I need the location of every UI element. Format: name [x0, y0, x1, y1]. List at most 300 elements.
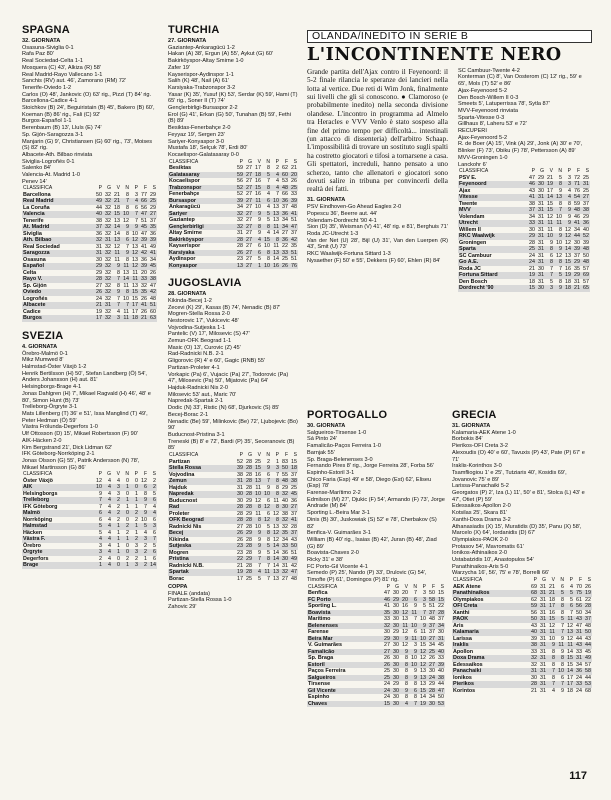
team-name: MVV [458, 207, 527, 214]
stat-cell: 37 [291, 230, 297, 237]
stat-cell: 10 [420, 616, 426, 623]
team-name: Saragozza [22, 250, 94, 257]
stat-cell: 33 [576, 681, 582, 688]
classifica-label: CLASSIFICA [459, 168, 489, 175]
stat-cell: 7 [121, 302, 130, 309]
stat-cell: 2 [276, 165, 279, 172]
stat-cell: 35 [291, 243, 297, 250]
stat-cell: 15 [420, 642, 426, 649]
stat-cell: 70 [576, 583, 582, 590]
stat-cell: 59 [531, 603, 537, 610]
stat-cell: 12 [567, 635, 573, 642]
stat-cell: 10 [547, 233, 553, 240]
stat-cell: 51 [141, 217, 147, 224]
stat-cell: 59 [237, 171, 243, 178]
team-name: Ionikos [453, 674, 472, 681]
stat-cell: 15 [529, 285, 535, 292]
stat-cell: 4 [108, 490, 111, 497]
stat-cell: 29 [96, 263, 102, 270]
stat-cell: 4 [148, 510, 157, 517]
stat-cell: 44 [438, 681, 444, 688]
stat-cell: 5 [267, 217, 270, 224]
stat-cell: 11 [400, 623, 409, 630]
stat-cell: 8 [405, 655, 408, 662]
stat-cell: 11 [255, 484, 261, 491]
stat-cell: 28 [585, 603, 591, 610]
stat-cell: 13 [273, 204, 279, 211]
stat-cell: 33 [438, 655, 444, 662]
team-name: AIK [22, 484, 94, 491]
team-name: RKC Waalwijk [458, 233, 527, 240]
stat-cell: 8 [559, 278, 562, 285]
stat-cell: 4 [108, 516, 111, 523]
stat-cell: 46 [574, 213, 580, 220]
stat-cell: 29 [150, 204, 156, 211]
stat-cell: 50 [438, 694, 444, 701]
stat-cell: 13 [132, 282, 138, 289]
stat-cell: 9 [563, 220, 572, 227]
stat-cell: 30 [531, 674, 537, 681]
stat-cell: 5 [153, 542, 156, 549]
stat-cell: 14 [150, 562, 156, 569]
stat-cell: 8 [271, 517, 280, 524]
stat-cell: 6 [409, 597, 418, 604]
stat-cell: 29 [583, 213, 589, 220]
column-header: P [275, 452, 279, 459]
stat-cell: 32 [282, 491, 288, 498]
stat-cell: 30 [574, 239, 580, 246]
stat-cell: 21 [531, 687, 537, 694]
stat-cell: 36 [291, 497, 297, 504]
column-header: F [284, 158, 288, 165]
stat-cell: 6 [135, 204, 138, 211]
stat-cell: 36 [282, 197, 288, 204]
team-name: Bursaspor [168, 198, 235, 205]
stat-cell: 2 [117, 516, 120, 523]
stat-cell: 31 [538, 213, 544, 220]
stat-cell: 3 [423, 590, 426, 597]
stat-cell: 15 [264, 236, 270, 243]
stat-cell: 5 [556, 590, 565, 597]
column-header: N [560, 577, 564, 584]
stat-cell: 31 [282, 562, 288, 569]
stat-cell: 12 [556, 252, 562, 259]
stat-cell: 35 [150, 224, 156, 231]
stat-cell: 10 [556, 213, 562, 220]
stat-cell: 4 [103, 562, 112, 569]
stat-cell: 32 [237, 217, 243, 224]
stat-cell: 12 [565, 239, 571, 246]
column-grecia [452, 407, 592, 696]
olanda-results-right: SC Cambuur-Twente 4-2 Konterman (C) 8', Van Oosterom (C) 12' rig., 59' e 65', Mols (T) 52' e 86' Ajax-Feyenoord 5-2 Den Bosch-Willem II 0-3 Smeets 5', Latuperrissa 78', Sytla 87' MVV-Feyenoord rinviata Sparta-Vitesse 0-3 Gillhaus 8', Laheru 53' e 72' RECUPERI Ajax-Feyenoord 5-2 R. de Boer (A) 15', Vink (A) 29', Jonk (A) 30' e 70', Blinker (F) 73', Obiku (F) 78', Pettersson (A) 89' MVV-Groningen 1-0 Lanckohr 6' [458, 67, 583, 168]
stat-cell: 43 [576, 616, 582, 623]
column-header: F [143, 185, 147, 192]
stat-cell: 15 [438, 590, 444, 597]
column-header: P [239, 158, 243, 165]
stat-cell: 31 [237, 478, 243, 485]
stat-cell: 44 [585, 642, 591, 649]
stat-cell: 7 [99, 503, 102, 510]
stat-cell: 51 [150, 302, 156, 309]
team-name: Ajax [459, 187, 471, 194]
stat-cell: 8 [253, 517, 262, 524]
stat-cell: 30 [393, 635, 399, 642]
stat-cell: 33 [282, 249, 288, 256]
column-header: P [275, 158, 279, 165]
stat-cell: 27 [246, 178, 252, 185]
stat-cell: 22 [237, 556, 243, 563]
stat-cell: 49 [150, 243, 156, 250]
stat-cell: 31 [538, 233, 544, 240]
stat-cell: 5 [99, 529, 102, 536]
stat-cell: 3 [117, 490, 120, 497]
stat-cell: 10 [273, 197, 279, 204]
stat-cell: 18 [565, 285, 571, 292]
stat-cell: 30 [282, 504, 288, 511]
team-name: Trabzonspor [168, 185, 235, 192]
stat-cell: 12 [549, 622, 555, 629]
stat-cell: 20 [291, 171, 297, 178]
team-name: Cadice [23, 308, 41, 315]
stat-cell: 8 [414, 681, 417, 688]
stat-cell: 9 [414, 668, 417, 675]
stat-cell: 6 [153, 555, 156, 562]
stat-cell: 8 [271, 491, 280, 498]
team-name: Radnicki N.B. [169, 562, 204, 569]
stat-cell: 28 [246, 491, 252, 498]
stat-cell: 11 [556, 642, 565, 649]
team-name: Sariyer [168, 211, 235, 218]
portogallo-results: Salgueiros-Tirsense 1-0 Sá Pinto 24' Famalicão-Paços Ferreira 1-0 Barnjak 55' Sp. Braga-Belenenses 3-0 Fernando Pires 8' rig., Jorge Ferreira 28', Forba 56' Espinho-Estoril 3-1 Chico Faria (Esp) 49' e 58', Diego (Est) 62', Eliseu (Esp) 78' Farense-Marítimo 2-2 Edmilson (M) 27', Djukic (F) 54', Armando (F) 73', Jorge Andrade (M) 84' Sporting L.-Beira Mar 3-1 Dinis (B) 30', Juskowiak (S) 52' e 78', Cherbakov (S) 82' Benfica-V. Guimarães 3-1 William (B) 40' rig., Isaias (B) 42', Juran (B) 48', Ziad (G) 89' Boavista-Chaves 2-0 Ricky 31' e 38' FC Porto-Gil Vicente 4-1 Semedo (P) 25', Nando (P) 33', Drulovic (G) 54', Timofte (P) 61', Domingos (P) 81' rig. [307, 429, 445, 584]
stat-cell: 7 [545, 272, 554, 279]
turchia-title: TURCHIA [168, 24, 220, 36]
stat-cell: 34 [429, 694, 435, 701]
stat-cell: 4 [108, 529, 111, 536]
stat-cell: 11 [547, 629, 556, 636]
stat-cell: 11 [123, 282, 129, 289]
stat-cell: 24 [384, 681, 390, 688]
stat-cell: 10 [264, 243, 270, 250]
stat-cell: 47 [141, 211, 147, 218]
team-name: At. Madrid [22, 224, 94, 231]
svezia-title: SVEZIA [22, 329, 64, 342]
stat-cell: 18 [114, 204, 120, 211]
stat-cell: 20 [402, 590, 408, 597]
stat-cell: 6 [267, 471, 270, 478]
stat-cell: 37 [574, 252, 580, 259]
stat-cell: 34 [150, 256, 156, 263]
stat-cell: 1 [130, 523, 139, 530]
stat-cell: 8 [262, 530, 271, 537]
team-name: Degerfors [23, 555, 49, 562]
stat-cell: 8 [405, 694, 408, 701]
stat-cell: 32 [105, 315, 111, 322]
team-name: Twente [459, 200, 478, 207]
stat-cell: 36 [150, 230, 156, 237]
stat-cell: 7 [570, 609, 573, 616]
stat-cell: 8 [126, 204, 129, 211]
stat-cell: 9 [561, 687, 564, 694]
team-name: Xanthi [453, 609, 470, 616]
stat-cell: 4 [153, 503, 156, 510]
stat-cell: 45 [438, 642, 444, 649]
team-name: Kalamaria [452, 629, 529, 636]
stat-cell: 31 [538, 259, 544, 266]
stat-cell: 8 [262, 556, 271, 563]
stat-cell: 27 [246, 236, 252, 243]
stat-cell: 7 [554, 207, 563, 214]
team-name: Halmstad [22, 523, 94, 530]
stat-cell: 2 [121, 523, 130, 530]
stat-cell: 16 [255, 191, 261, 198]
stat-cell: 4 [267, 191, 270, 198]
stat-cell: 83 [282, 458, 288, 465]
stat-cell: 8 [117, 269, 120, 276]
stat-cell: 31 [540, 603, 546, 610]
stat-cell: 7 [267, 178, 270, 185]
stat-cell: 27 [246, 223, 252, 230]
team-name: Roda JC [459, 265, 481, 272]
olanda-article-text: Grande partita dell'Ajax contro il Feyenoord: il 5-2 finale rilancia le speranze dei lancieri nella lotta al vertice. Due reti di Wim Jonk, finalmente sui livelli che gli si conoscono. ● Clamoroso (e probabilmente inedito) nella seconda divisione olandese. L'incontro in programma ad Almelo tra Heracles e VVV Venlo è stato sospeso alla fine del primo tempo per difficoltà... intestinali (un attacco di dissenteria) dell'arbitro Schaap. L'impossibilità di trovare un sostituto sugli spalti ha costretto giocatori e tifosi a tornarsene a casa. Gli spettatori, increduli, hanno pensato a uno scherzo, tanto che allenatori e giocatori sono dovuti salire in tribuna per convincerli della realtà dei fatti. [307, 67, 448, 194]
stat-cell: 1 [121, 562, 130, 569]
team-name: Brage [22, 562, 94, 569]
stat-cell: 8 [559, 226, 562, 233]
column-header: G [248, 158, 252, 165]
stat-cell: 12 [402, 629, 408, 636]
column-header: G [395, 583, 399, 590]
column-header: F [143, 471, 147, 478]
stat-cell: 26 [585, 583, 591, 590]
stat-cell: 12 [96, 477, 102, 484]
stat-cell: 32 [105, 198, 111, 205]
column-header: P [98, 185, 102, 192]
column-portogallo [307, 407, 445, 709]
stat-cell: 11 [262, 569, 271, 576]
stat-cell: 28 [246, 478, 252, 485]
stat-cell: 31 [540, 661, 546, 668]
team-name: Malmö [22, 510, 94, 517]
stat-cell: 34 [282, 536, 288, 543]
stat-cell: 29 [246, 510, 252, 517]
stat-cell: 8 [400, 662, 409, 669]
stat-cell: 50 [96, 191, 102, 198]
stat-cell: 6 [409, 688, 418, 695]
stat-cell: 10 [123, 295, 129, 302]
stat-cell: 37 [282, 204, 288, 211]
stat-cell: 28 [246, 471, 252, 478]
stat-cell: 35 [282, 530, 288, 537]
stat-cell: 8 [552, 661, 555, 668]
stat-cell: 15 [255, 184, 261, 191]
team-name: Fortuna Sittard [458, 272, 527, 279]
stat-cell: 6 [565, 603, 574, 610]
stat-cell: 10 [549, 635, 555, 642]
stat-cell: 27 [246, 165, 252, 172]
page-number: 117 [569, 770, 587, 782]
column-header: P [533, 577, 537, 584]
stat-cell: 29 [246, 556, 252, 563]
team-name: Real Madrid [22, 198, 94, 205]
team-name: Pristina [168, 556, 235, 563]
stat-cell: 28 [291, 523, 297, 530]
stat-cell: 17 [132, 302, 138, 309]
stat-cell: 26 [150, 269, 156, 276]
stat-cell: 12 [264, 504, 270, 511]
stat-cell: 49 [96, 198, 102, 205]
stat-cell: 9 [563, 207, 572, 214]
stat-cell: 31 [576, 629, 582, 636]
stat-cell: 58 [429, 596, 435, 603]
stat-cell: 37 [429, 629, 435, 636]
stat-cell: 30 [237, 497, 243, 504]
stat-cell: 34 [282, 217, 288, 224]
stat-cell: 3 [94, 549, 103, 556]
stat-cell: 10 [123, 211, 129, 218]
stat-cell: 27 [246, 262, 252, 269]
stat-cell: 10 [558, 668, 564, 675]
stat-cell: 30 [393, 616, 399, 623]
stat-cell: 11 [112, 250, 121, 257]
stat-cell: 19 [420, 700, 426, 707]
stat-cell: 29 [384, 635, 390, 642]
stat-cell: 7 [276, 191, 279, 198]
stat-cell: 31 [538, 220, 544, 227]
stat-cell: 33 [529, 220, 535, 227]
stat-cell: 9 [258, 549, 261, 556]
stat-cell: 0 [126, 516, 129, 523]
team-name: Boavista [307, 610, 382, 617]
stat-cell: 0 [112, 562, 121, 569]
stat-cell: 38 [529, 200, 535, 207]
stat-cell: 2 [267, 458, 270, 465]
stat-cell: 26 [384, 655, 390, 662]
stat-cell: 31 [538, 239, 544, 246]
stat-cell: 30 [438, 629, 444, 636]
stat-cell: 48 [585, 622, 591, 629]
stat-cell: 39 [574, 246, 580, 253]
stat-cell: 34 [585, 609, 591, 616]
stat-cell: 39 [237, 465, 243, 472]
stat-cell: 1 [112, 523, 121, 530]
stat-cell: 48 [574, 207, 580, 214]
stat-cell: 29 [282, 484, 288, 491]
stat-cell: 34 [576, 661, 582, 668]
stat-cell: 30 [393, 590, 399, 597]
stat-cell: 8 [267, 165, 270, 172]
team-name: AEK Atene [453, 583, 481, 590]
stat-cell: 11 [554, 220, 563, 227]
stat-cell: 27 [246, 210, 252, 217]
stat-cell: 31 [538, 272, 544, 279]
stat-cell: 8 [262, 250, 271, 257]
team-name: Barcellona [23, 191, 51, 198]
stat-cell: 60 [282, 171, 288, 178]
team-name: Västra F. [22, 536, 94, 543]
stat-cell: 9 [554, 246, 563, 253]
stat-cell: 33 [384, 616, 390, 623]
stat-cell: 32 [141, 282, 147, 289]
stat-cell: 28 [237, 517, 243, 524]
stat-cell: 9 [400, 636, 409, 643]
stat-cell: 46 [529, 181, 535, 188]
grecia-title: GRECIA [452, 409, 497, 421]
stat-cell: 38 [583, 207, 589, 214]
stat-cell: 2 [153, 477, 156, 484]
stat-cell: 13 [420, 674, 426, 681]
classifica-label: CLASSIFICA [169, 158, 199, 165]
stat-cell: 6 [153, 529, 156, 536]
stat-cell: 14 [114, 230, 120, 237]
stat-cell: 8 [271, 504, 280, 511]
stat-cell: 36 [583, 220, 589, 227]
stat-cell: 31 [96, 250, 102, 257]
olanda-standings [458, 168, 590, 292]
column-header: F [578, 577, 582, 584]
stat-cell: 4 [271, 185, 280, 192]
stat-cell: 30 [393, 661, 399, 668]
stat-cell: 2 [126, 529, 129, 536]
stat-cell: 13 [237, 262, 243, 269]
jugoslavia-title: JUGOSLAVIA [168, 277, 242, 290]
column-header: P [567, 168, 571, 175]
stat-cell: 50 [576, 609, 582, 616]
column-header: S [585, 168, 589, 175]
stat-cell: 18 [255, 171, 261, 178]
stat-cell: 30 [393, 694, 399, 701]
portogallo-standings [307, 584, 445, 708]
team-name: Gil Vicente [307, 688, 382, 695]
stat-cell: 28 [246, 549, 252, 556]
stat-cell: 9 [554, 285, 563, 292]
stat-cell: 31 [237, 484, 243, 491]
stat-cell: 30 [384, 629, 390, 636]
stat-cell: 4 [103, 549, 112, 556]
stat-cell: 2 [130, 536, 139, 543]
stat-cell: 9 [414, 603, 417, 610]
stat-cell: 31 [96, 243, 102, 250]
team-name: Aydinspor [169, 256, 196, 263]
stat-cell: 48 [282, 478, 288, 485]
team-name: Besiktas [169, 165, 192, 172]
team-name: Buducnost [169, 497, 198, 504]
stat-cell: 8 [126, 191, 129, 198]
stat-cell: 28 [237, 236, 243, 243]
stat-cell: 8 [552, 674, 555, 681]
stat-cell: 28 [438, 609, 444, 616]
stat-cell: 30 [529, 226, 535, 233]
stat-cell: 13 [114, 217, 120, 224]
stat-cell: 31 [105, 302, 111, 309]
stat-cell: 13 [273, 249, 279, 256]
stat-cell: 56 [531, 609, 537, 616]
stat-cell: 11 [409, 636, 418, 643]
stat-cell: 3 [148, 523, 157, 530]
stat-cell: 43 [576, 642, 582, 649]
stat-cell: 6 [148, 549, 157, 556]
stat-cell: 4 [253, 237, 262, 244]
team-name: Español [22, 263, 94, 270]
olanda-section [307, 30, 592, 294]
stat-cell: 32 [105, 263, 111, 270]
olanda-results-left: PSV Eindhoven-Go Ahead Eagles 2-0 Popescu 36', Beerre aut. 44' Volendam-Dordrecht '90 4-1 Sion (D) 35', Weisman (V) 41', 48' rig. e 81', Berghuis 71' Roda JC-Utrecht 1-3 Van der Net (U) 28', Bijl (U) 31', Van den Luerpen (R) 43', Smit (U) 73' RKC Waalwijk-Fortuna Sittard 1-3 Nysaether (F) 50' e 55', Dekkers (F) 60', Ehlen (R) 84' [307, 204, 448, 264]
stat-cell: 10 [255, 491, 261, 498]
stat-cell: 12 [420, 648, 426, 655]
team-name: Panachaiki [452, 668, 529, 675]
stat-cell: 15 [565, 259, 571, 266]
stat-cell: 31 [540, 635, 546, 642]
olanda-round: 31. GIORNATA [307, 196, 346, 203]
stat-cell: 12 [565, 226, 571, 233]
